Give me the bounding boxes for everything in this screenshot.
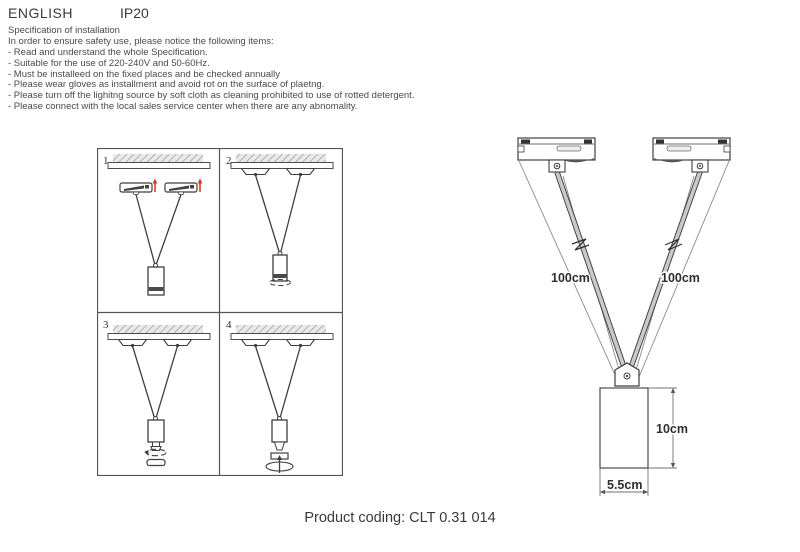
product-coding: Product coding: CLT 0.31 014 — [304, 510, 496, 526]
break-mark-icon — [572, 239, 589, 250]
spec-item: - Please wear gloves as installment and avoid rot on the surface of plaetng. — [8, 79, 325, 91]
lamp-body — [600, 388, 648, 468]
height-dimension — [648, 388, 688, 468]
panel-step-3 — [103, 319, 210, 466]
pendant-lamp — [270, 255, 291, 286]
ceiling-hatch — [113, 154, 203, 162]
track-adapter — [120, 183, 152, 195]
ceiling-hatch — [236, 325, 326, 333]
track-adapter — [165, 183, 197, 195]
track-rail — [231, 334, 333, 340]
suspension-cable — [256, 346, 279, 418]
panel-step-2 — [226, 154, 333, 286]
ceiling-hatch — [236, 154, 326, 162]
spec-item: - Suitable for the use of 220-240V and 50-60Hz. — [8, 57, 210, 69]
spec-item: - Read and understand the whole Specification. — [8, 46, 208, 58]
ip-rating-label: IP20 — [120, 5, 149, 21]
panel-number: 2 — [226, 155, 232, 167]
dimension-label-lamp-height: 10cm — [656, 422, 688, 436]
dimension-line — [519, 161, 616, 377]
pendant-lamp-reassemble — [266, 420, 293, 473]
width-dimension — [600, 468, 648, 496]
track-rail — [231, 163, 333, 169]
installation-steps-figure — [97, 148, 343, 476]
panel-step-4 — [226, 319, 333, 473]
suspension-cable — [156, 346, 178, 418]
dimension-label-lamp-width: 5.5cm — [607, 478, 643, 492]
suspension-cable — [133, 346, 155, 418]
suspension-cable — [256, 175, 280, 253]
pendant-lamp-disassembled — [144, 420, 166, 466]
panel-number: 4 — [226, 319, 232, 331]
spec-intro: In order to ensure safety use, please notice the following items: — [8, 35, 274, 47]
ceiling-hatch — [113, 325, 203, 333]
track-adapter — [653, 138, 730, 172]
specification-block — [8, 26, 414, 113]
track-adapter — [518, 138, 595, 172]
push-up-arrow-icon — [153, 179, 158, 193]
panel-number: 3 — [103, 319, 109, 331]
panel-number: 1 — [103, 155, 109, 167]
push-up-arrow-icon — [198, 179, 203, 193]
lamp-lens-cone — [275, 442, 285, 450]
panel-step-1 — [103, 154, 210, 295]
suspension-cable — [156, 195, 181, 266]
dimension-line — [639, 161, 729, 377]
spec-item: - Please connect with the local sales service center when there are any abnomality. — [8, 101, 358, 113]
dimension-diagram — [505, 130, 775, 500]
track-rail — [108, 163, 210, 169]
suspension-cable — [280, 346, 301, 418]
lamp-trim-ring — [147, 460, 165, 466]
dimension-label-cable-right: 100cm — [661, 271, 700, 285]
spec-title: Specification of installation — [8, 25, 120, 36]
cable-bracket — [615, 363, 639, 386]
track-rail — [108, 334, 210, 340]
spec-item: - Please turn off the lighitng source by soft cloth as cleaning prohibited to use of rotted detergent. — [8, 90, 415, 102]
spec-item: - Must be installeed on the fixed places and be checked annually — [8, 68, 280, 80]
lamp-neck — [153, 442, 160, 447]
language-label: ENGLISH — [8, 5, 73, 21]
suspension-cable — [136, 195, 155, 266]
pendant-lamp — [148, 267, 164, 295]
dimension-label-cable-left: 100cm — [551, 271, 590, 285]
suspension-cable — [281, 175, 301, 253]
